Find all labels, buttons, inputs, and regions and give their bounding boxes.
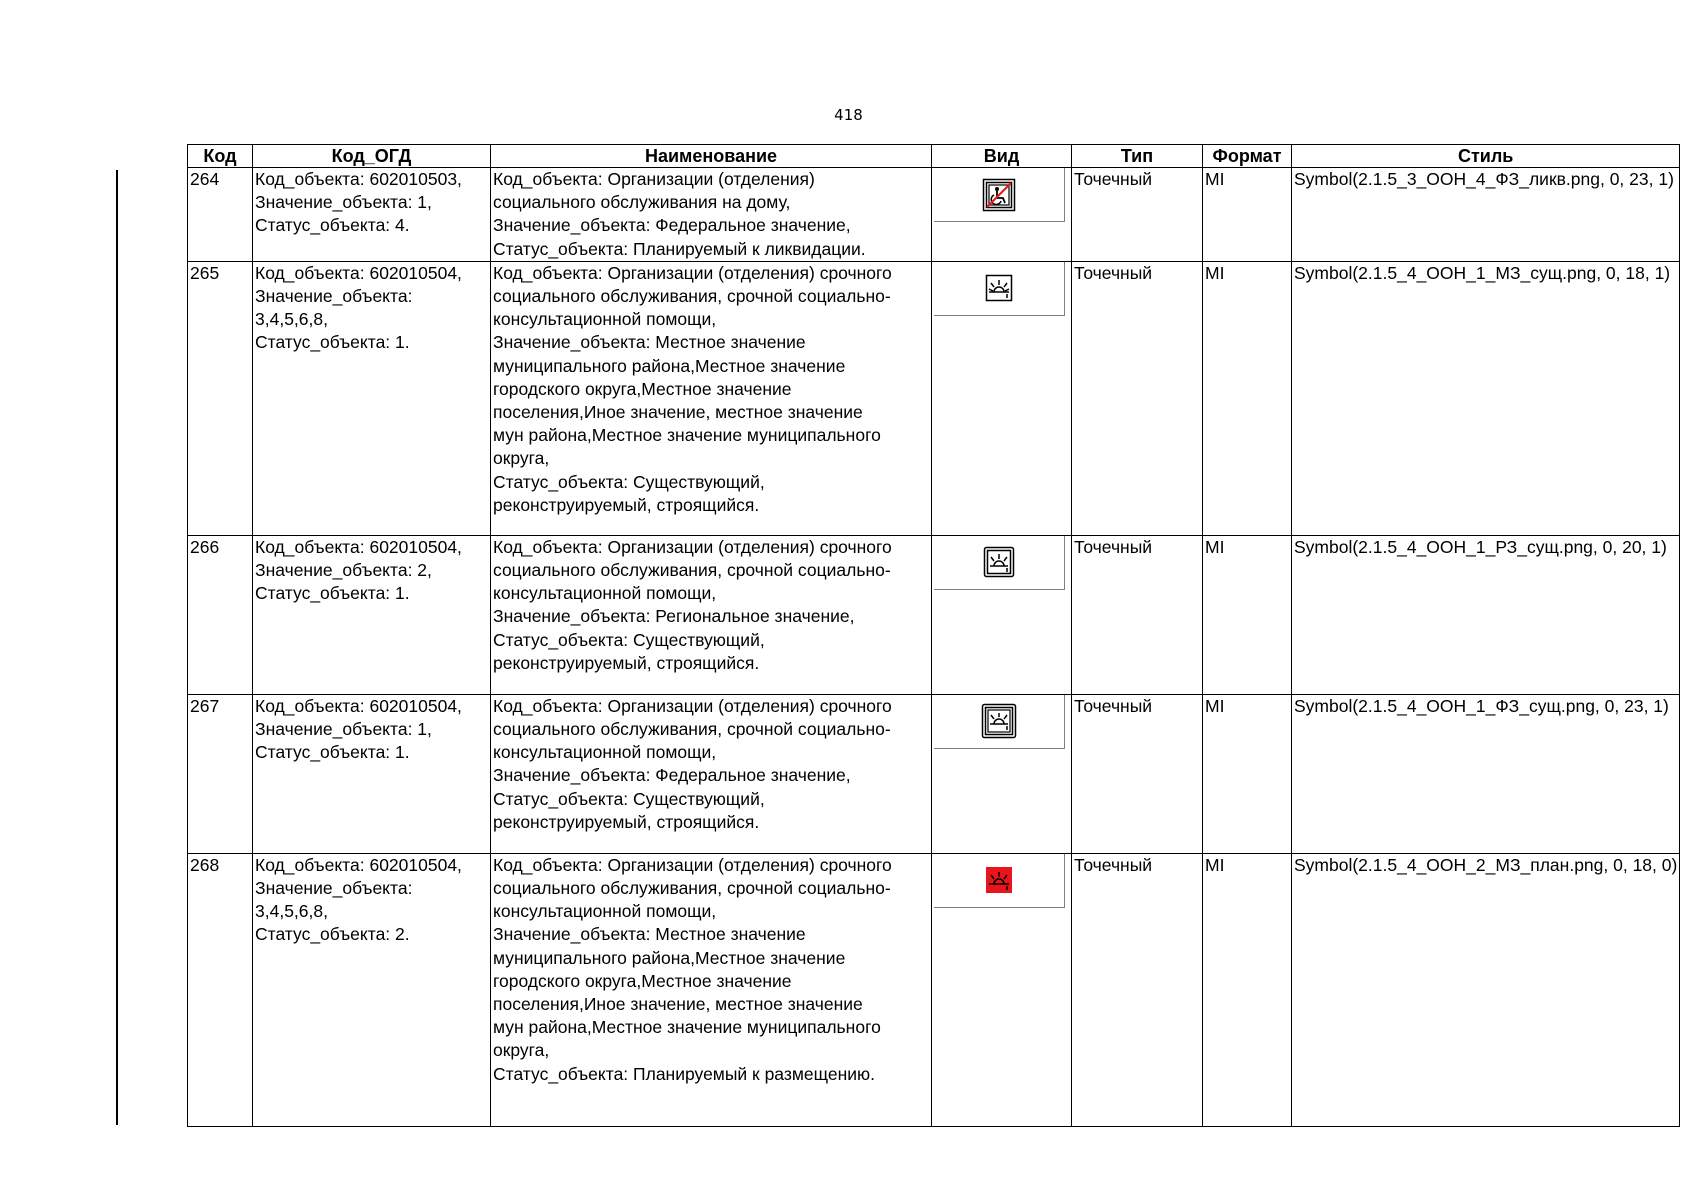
- kod-cell: 264: [188, 168, 253, 262]
- kod-cell: 267: [188, 694, 253, 853]
- text-line: социального обслуживания, срочной социально-: [493, 878, 891, 899]
- text-line: консультационной помощи,: [493, 309, 717, 330]
- format-cell: MI: [1203, 168, 1292, 262]
- text-line: Код_объекта: 602010504,: [255, 695, 462, 716]
- table-row: [188, 853, 1680, 1126]
- type-cell: Точечный: [1072, 535, 1203, 694]
- text-line: Значение_объекта:: [255, 286, 413, 307]
- text-line: Код_объекта: 602010504,: [255, 262, 462, 283]
- text-line: Код_объекта: Организации (отделения) срочного: [493, 262, 892, 283]
- text-line: консультационной помощи,: [493, 583, 717, 604]
- page-number: 418: [834, 106, 863, 124]
- text-line: Значение_объекта: Федеральное значение,: [493, 215, 851, 236]
- text-line: социального обслуживания, срочной социально-: [493, 719, 891, 740]
- text-line: Статус_объекта: Существующий,: [493, 471, 765, 492]
- header-row: [188, 145, 1680, 168]
- text-line: реконструируемый, строящийся.: [493, 494, 760, 515]
- name-cell: [491, 535, 932, 694]
- text-line: Значение_объекта: 2,: [255, 560, 432, 581]
- text-line: городского округа,Местное значение: [493, 378, 792, 399]
- text-line: Статус_объекта: Существующий,: [493, 788, 765, 809]
- kod-cell: 268: [188, 853, 253, 1126]
- header-name: Наименование: [491, 145, 932, 168]
- table-row: [188, 694, 1680, 853]
- view-cell: [932, 694, 1072, 853]
- name-cell: [491, 853, 932, 1126]
- format-cell: MI: [1203, 694, 1292, 853]
- text-line: Код_объекта: 602010503,: [255, 169, 462, 189]
- style-cell: Symbol(2.1.5_4_ООН_1_МЗ_сущ.png, 0, 18, 1): [1292, 261, 1680, 535]
- text-line: Статус_объекта: 4.: [255, 215, 410, 236]
- text-line: Значение_объекта: 1,: [255, 192, 432, 213]
- symbol-registry-table: [187, 144, 1680, 1127]
- header-format: Формат: [1203, 145, 1292, 168]
- text-line: Значение_объекта: Местное значение: [493, 924, 806, 945]
- type-cell: Точечный: [1072, 694, 1203, 853]
- text-line: Код_объекта: Организации (отделения): [493, 169, 815, 189]
- text-line: Значение_объекта: Федеральное значение,: [493, 765, 851, 786]
- name-cell: [491, 261, 932, 535]
- style-cell: Symbol(2.1.5_4_ООН_1_РЗ_сущ.png, 0, 20, 1): [1292, 535, 1680, 694]
- text-line: городского округа,Местное значение: [493, 970, 792, 991]
- table-row: [188, 535, 1680, 694]
- text-line: реконструируемый, строящийся.: [493, 811, 760, 832]
- text-line: муниципального района,Местное значение: [493, 947, 846, 968]
- text-line: 3,4,5,6,8,: [255, 309, 328, 330]
- kod-ogd-cell: [253, 853, 491, 1126]
- format-cell: MI: [1203, 535, 1292, 694]
- text-line: Статус_объекта: 1.: [255, 332, 410, 353]
- kod-ogd-cell: [253, 261, 491, 535]
- text-line: округа,: [493, 448, 550, 469]
- header-view: Вид: [932, 145, 1072, 168]
- view-cell: [932, 853, 1072, 1126]
- type-cell: Точечный: [1072, 853, 1203, 1126]
- crossed-care-facility-icon: [982, 178, 1016, 212]
- text-line: Код_объекта: Организации (отделения) срочного: [493, 536, 892, 557]
- format-cell: MI: [1203, 261, 1292, 535]
- text-line: Статус_объекта: 2.: [255, 924, 410, 945]
- text-line: 3,4,5,6,8,: [255, 901, 328, 922]
- text-line: консультационной помощи,: [493, 742, 717, 763]
- kod-ogd-cell: [253, 694, 491, 853]
- kod-ogd-cell: [253, 168, 491, 262]
- text-line: Статус_объекта: 1.: [255, 583, 410, 604]
- sunrise-triple-frame-icon: [981, 703, 1017, 739]
- text-line: мун района,Местное значение муниципального: [493, 1017, 881, 1038]
- text-line: Статус_объекта: Планируемый к размещению.: [493, 1063, 875, 1084]
- type-cell: Точечный: [1072, 261, 1203, 535]
- text-line: Значение_объекта: Местное значение: [493, 332, 806, 353]
- text-line: Статус_объекта: 1.: [255, 742, 410, 763]
- icon-frame: [934, 854, 1065, 908]
- text-line: Код_объекта: Организации (отделения) срочного: [493, 695, 892, 716]
- kod-cell: 266: [188, 535, 253, 694]
- kod-ogd-cell: [253, 535, 491, 694]
- style-cell: Symbol(2.1.5_4_ООН_2_МЗ_план.png, 0, 18, 0): [1292, 853, 1680, 1126]
- text-line: консультационной помощи,: [493, 901, 717, 922]
- text-line: социального обслуживания, срочной социально-: [493, 560, 891, 581]
- sunrise-double-frame-icon: [983, 546, 1015, 578]
- text-line: социального обслуживания, срочной социально-: [493, 286, 891, 307]
- icon-frame: [934, 168, 1065, 222]
- style-cell: Symbol(2.1.5_3_ООН_4_ФЗ_ликв.png, 0, 23, 1): [1292, 168, 1680, 262]
- sunrise-outline-small-icon: [985, 274, 1013, 302]
- table-row: [188, 261, 1680, 535]
- sunrise-red-filled-icon: [985, 866, 1013, 894]
- text-line: реконструируемый, строящийся.: [493, 652, 760, 673]
- header-style: Стиль: [1292, 145, 1680, 168]
- margin-line: [116, 170, 118, 1125]
- name-cell: [491, 168, 932, 262]
- icon-frame: [934, 695, 1065, 749]
- text-line: Код_объекта: 602010504,: [255, 854, 462, 875]
- text-line: социального обслуживания на дому,: [493, 192, 791, 213]
- style-cell: Symbol(2.1.5_4_ООН_1_ФЗ_сущ.png, 0, 23, 1): [1292, 694, 1680, 853]
- text-line: Код_объекта: Организации (отделения) срочного: [493, 854, 892, 875]
- text-line: Статус_объекта: Существующий,: [493, 629, 765, 650]
- text-line: поселения,Иное значение, местное значение: [493, 402, 863, 423]
- header-kod-ogd: Код_ОГД: [253, 145, 491, 168]
- text-line: Значение_объекта:: [255, 878, 413, 899]
- type-cell: Точечный: [1072, 168, 1203, 262]
- view-cell: [932, 261, 1072, 535]
- text-line: Код_объекта: 602010504,: [255, 536, 462, 557]
- view-cell: [932, 168, 1072, 262]
- text-line: Значение_объекта: 1,: [255, 719, 432, 740]
- icon-frame: [934, 536, 1065, 590]
- view-cell: [932, 535, 1072, 694]
- format-cell: MI: [1203, 853, 1292, 1126]
- text-line: мун района,Местное значение муниципального: [493, 425, 881, 446]
- text-line: Статус_объекта: Планируемый к ликвидации.: [493, 238, 866, 259]
- name-cell: [491, 694, 932, 853]
- kod-cell: 265: [188, 261, 253, 535]
- text-line: округа,: [493, 1040, 550, 1061]
- table-row: [188, 168, 1680, 262]
- header-type: Тип: [1072, 145, 1203, 168]
- text-line: Значение_объекта: Региональное значение,: [493, 606, 855, 627]
- header-kod: Код: [188, 145, 253, 168]
- icon-frame: [934, 262, 1065, 316]
- text-line: муниципального района,Местное значение: [493, 355, 846, 376]
- text-line: поселения,Иное значение, местное значение: [493, 994, 863, 1015]
